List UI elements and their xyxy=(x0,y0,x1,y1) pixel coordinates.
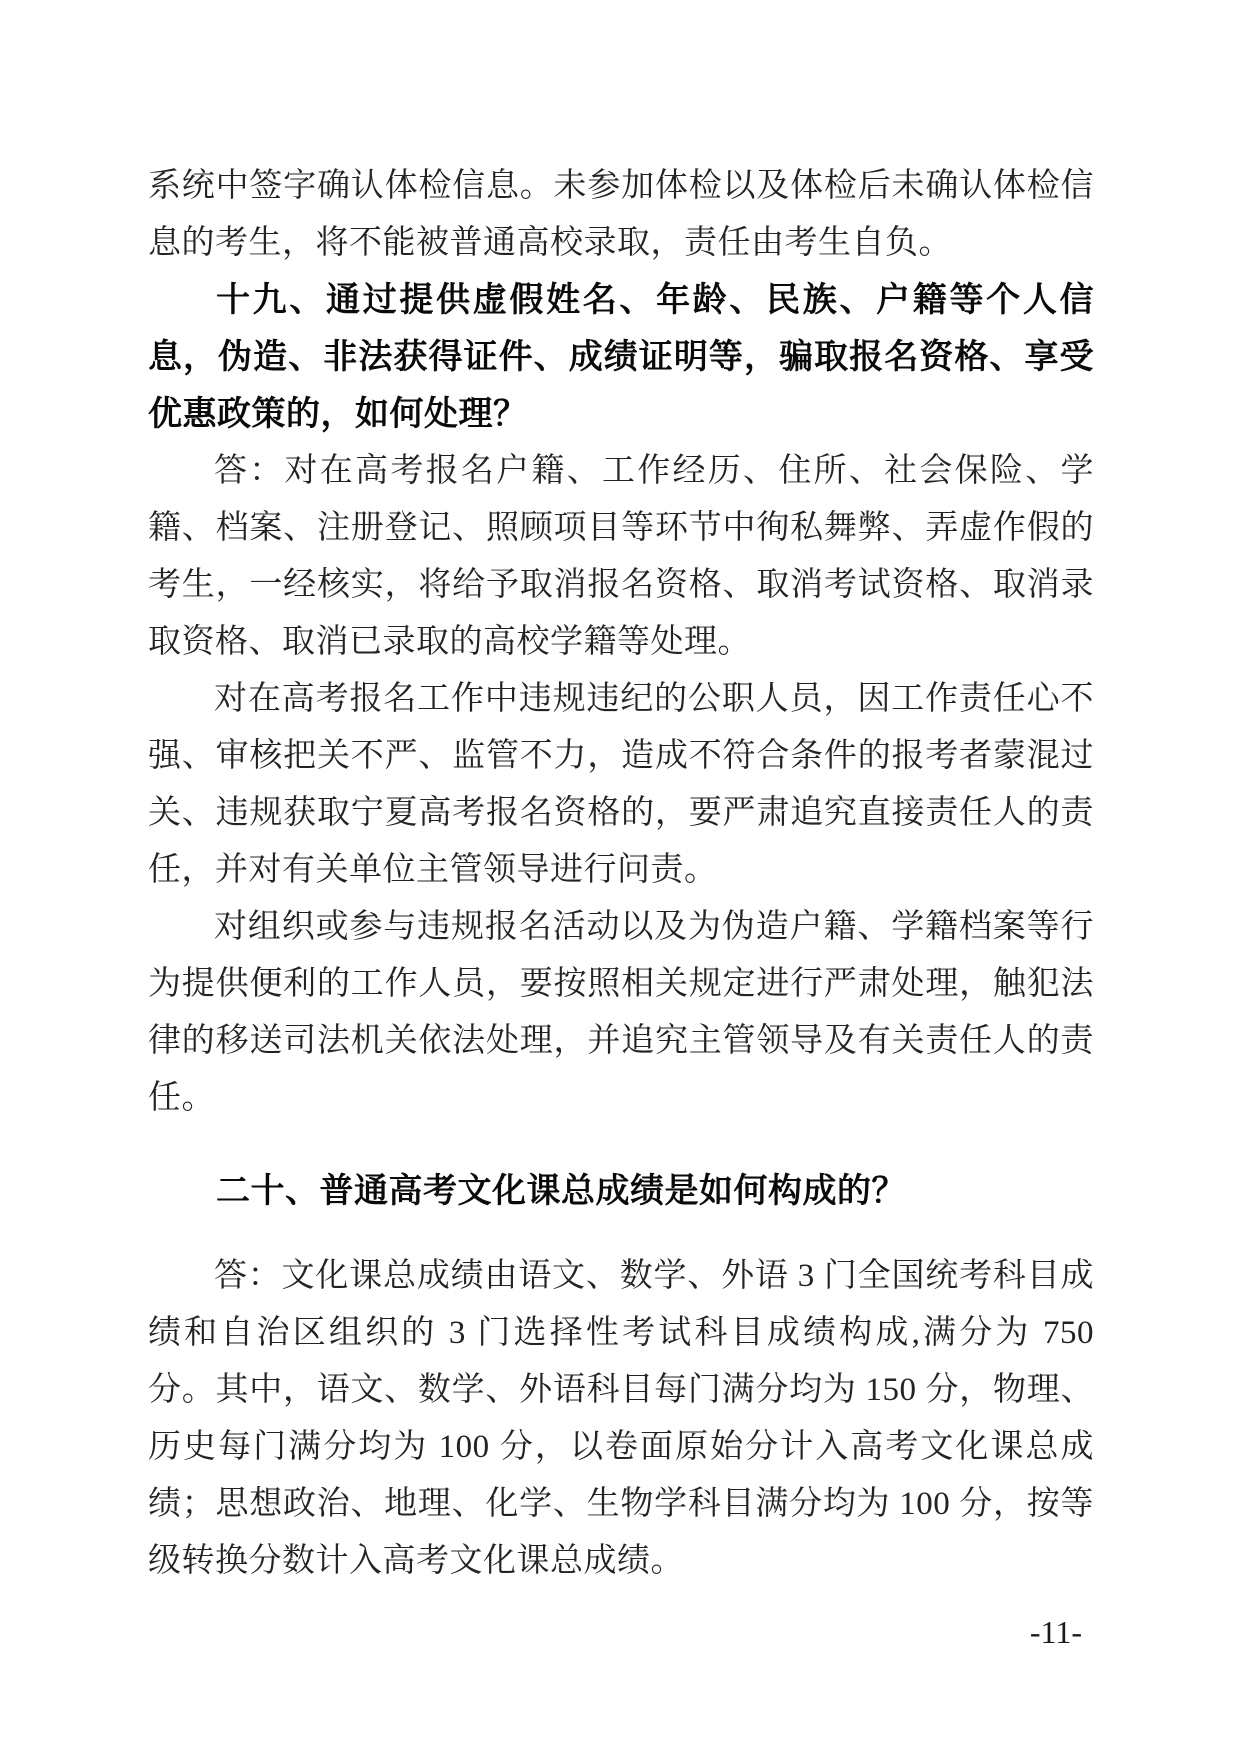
question-19-heading: 十九、通过提供虚假姓名、年龄、民族、户籍等个人信息，伪造、非法获得证件、成绩证明等，骗取报名资格、享受优惠政策的，如何处理？ xyxy=(148,281,1094,433)
page-number: -11- xyxy=(1029,1614,1082,1650)
answer-19-paragraph-3: 对组织或参与违规报名活动以及为伪造户籍、学籍档案等行为提供便利的工作人员，要按照相关规定进行严肃处理，触犯法律的移送司法机关依法处理，并追究主管领导及有关责任人的责任。 xyxy=(148,909,1094,1116)
answer-19-paragraph-1: 答：对在高考报名户籍、工作经历、住所、社会保险、学籍、档案、注册登记、照顾项目等环节中徇私舞弊、弄虚作假的考生，一经核实，将给予取消报名资格、取消考试资格、取消录取资格、取消已录取的高校学籍等处理。 xyxy=(148,453,1094,660)
paragraph-medical-exam-continuation: 系统中签字确认体检信息。未参加体检以及体检后未确认体检信息的考生，将不能被普通高校录取，责任由考生自负。 xyxy=(148,168,1094,261)
question-20-heading: 二十、普通高考文化课总成绩是如何构成的？ xyxy=(216,1172,906,1210)
text-block xyxy=(148,158,1094,1590)
answer-19-paragraph-2: 对在高考报名工作中违规违纪的公职人员，因工作责任心不强、审核把关不严、监管不力，造成不符合条件的报考者蒙混过关、违规获取宁夏高考报名资格的，要严肃追究直接责任人的责任，并对有关单位主管领导进行问责。 xyxy=(148,681,1094,888)
answer-20-paragraph: 答：文化课总成绩由语文、数学、外语 3 门全国统考科目成绩和自治区组织的 3 门选择性考试科目成绩构成,满分为 750 分。其中，语文、数学、外语科目每门满分均为 150 分，物理、历史每门满分均为 100 分，以卷面原始分计入高考文化课总成绩；思想政治、地理、化学、生物学科目满分均为 100 分，按等级转换分数计入高考文化课总成绩。 xyxy=(148,1258,1094,1579)
